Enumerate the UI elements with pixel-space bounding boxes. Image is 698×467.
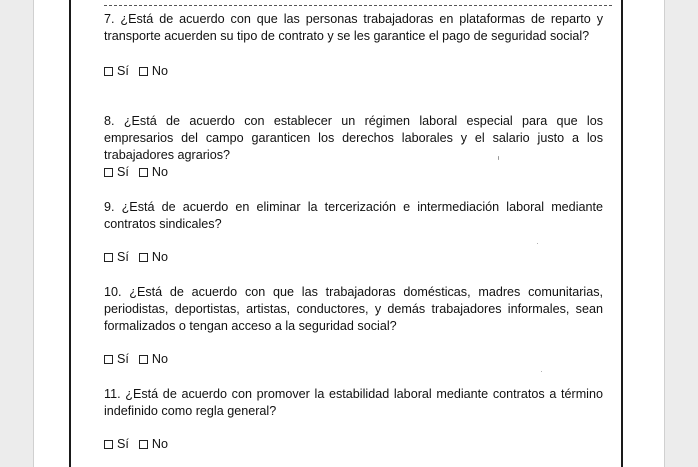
checkbox-icon[interactable] xyxy=(139,67,148,76)
checkbox-icon[interactable] xyxy=(104,168,113,177)
checkbox-icon[interactable] xyxy=(139,168,148,177)
option-si-10[interactable] xyxy=(104,352,129,366)
checkbox-icon[interactable] xyxy=(139,253,148,262)
scan-speck xyxy=(541,371,542,372)
checkbox-icon[interactable] xyxy=(139,355,148,364)
checkbox-icon[interactable] xyxy=(104,355,113,364)
page-edge-left xyxy=(33,0,34,467)
viewer-gutter-right xyxy=(664,0,698,467)
checkbox-icon[interactable] xyxy=(104,253,113,262)
option-no-label: No xyxy=(151,64,169,78)
question-11: 11. ¿Está de acuerdo con promover la estabilidad laboral mediante contratos a término indefinido como regla general? xyxy=(104,387,603,418)
checkbox-icon[interactable] xyxy=(104,67,113,76)
option-no-10[interactable] xyxy=(139,352,168,366)
answer-options-11 xyxy=(104,437,178,451)
option-no-label: No xyxy=(151,437,169,451)
option-no-7[interactable] xyxy=(139,64,168,78)
page-frame-left xyxy=(69,0,71,467)
question-10: 10. ¿Está de acuerdo con que las trabajadoras domésticas, madres comunitarias, periodistas, deportistas, artistas, conductores, y demás trabajadores informales, sean formalizados o tengan acceso a la seguridad social? xyxy=(104,285,603,333)
option-si-9[interactable] xyxy=(104,250,129,264)
option-no-label: No xyxy=(151,250,169,264)
option-si-11[interactable] xyxy=(104,437,129,451)
question-8: 8. ¿Está de acuerdo con establecer un régimen laboral especial para que los empresarios del campo garanticen los derechos laborales y el salario justo a los trabajadores agrarios? xyxy=(104,114,603,162)
option-no-11[interactable] xyxy=(139,437,168,451)
page-frame-right xyxy=(621,0,623,467)
page-edge-right xyxy=(664,0,665,467)
option-si-label: Sí xyxy=(117,165,129,179)
answer-options-9 xyxy=(104,250,178,264)
question-9: 9. ¿Está de acuerdo en eliminar la tercerización e intermediación laboral mediante contratos sindicales? xyxy=(104,200,603,231)
option-si-label: Sí xyxy=(117,437,129,451)
option-si-label: Sí xyxy=(117,352,129,366)
option-no-8[interactable] xyxy=(139,165,168,179)
scan-speck xyxy=(498,156,499,160)
option-no-label: No xyxy=(151,352,169,366)
option-si-label: Sí xyxy=(117,250,129,264)
answer-options-8 xyxy=(104,165,178,179)
option-si-label: Sí xyxy=(117,64,129,78)
option-no-9[interactable] xyxy=(139,250,168,264)
checkbox-icon[interactable] xyxy=(104,440,113,449)
scan-speck xyxy=(537,243,538,244)
option-si-8[interactable] xyxy=(104,165,129,179)
question-7: 7. ¿Está de acuerdo con que las personas trabajadoras en plataformas de reparto y transporte acuerden su tipo de contrato y se les garantice el pago de seguridad social? xyxy=(104,12,603,43)
option-si-7[interactable] xyxy=(104,64,129,78)
checkbox-icon[interactable] xyxy=(139,440,148,449)
answer-options-10 xyxy=(104,352,178,366)
dashed-divider xyxy=(104,5,612,6)
answer-options-7 xyxy=(104,64,178,78)
option-no-label: No xyxy=(151,165,169,179)
viewer-gutter-left xyxy=(0,0,34,467)
